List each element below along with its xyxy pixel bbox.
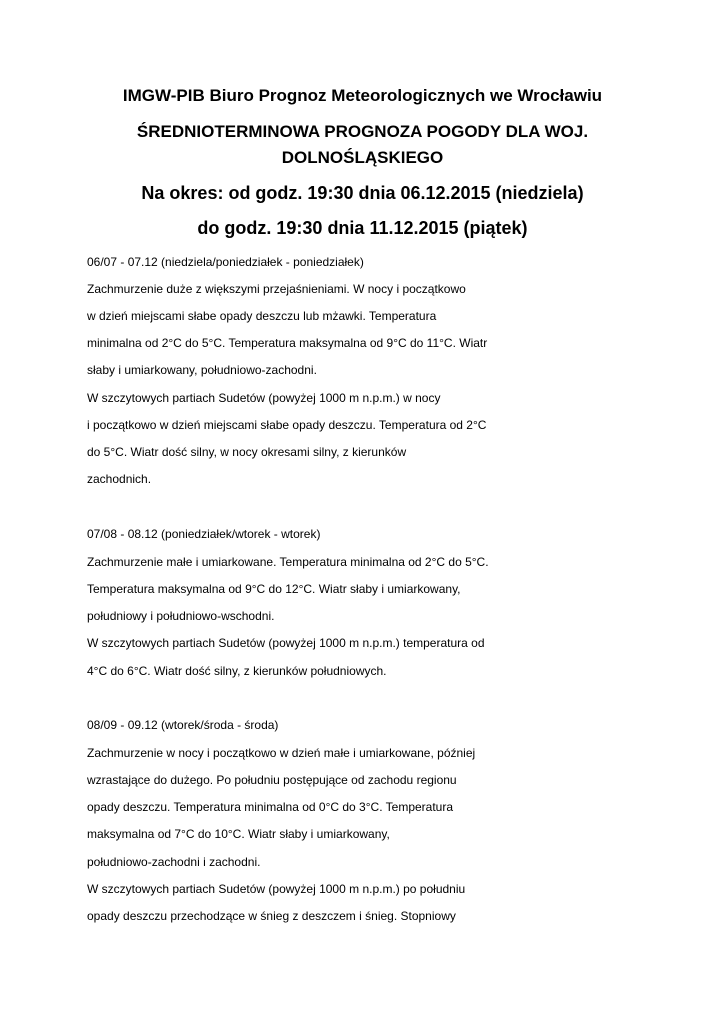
period-to: do godz. 19:30 dnia 11.12.2015 (piątek): [197, 218, 528, 238]
period-from: Na okres: od godz. 19:30 dnia 06.12.2015 (niedziela): [141, 183, 584, 203]
section-3-heading: 08/09 - 09.12 (wtorek/środa - środa): [87, 718, 279, 732]
section-3-line: Zachmurzenie w nocy i początkowo w dzień małe i umiarkowane, później: [87, 746, 476, 760]
section-1-line: minimalna od 2°C do 5°C. Temperatura maksymalna od 9°C do 11°C. Wiatr: [87, 336, 488, 350]
section-1-line: i początkowo w dzień miejscami słabe opady deszczu. Temperatura od 2°C: [87, 418, 487, 432]
section-2-heading: 07/08 - 08.12 (poniedziałek/wtorek - wtorek): [87, 527, 321, 541]
section-3-line: W szczytowych partiach Sudetów (powyżej 1000 m n.p.m.) po południu: [87, 882, 466, 896]
section-2-line: 4°C do 6°C. Wiatr dość silny, z kierunków południowych.: [87, 664, 387, 678]
section-3-line: opady deszczu. Temperatura minimalna od 0°C do 3°C. Temperatura: [87, 800, 454, 814]
section-2-line: Zachmurzenie małe i umiarkowane. Temperatura minimalna od 2°C do 5°C.: [87, 555, 489, 569]
section-3-line: maksymalna od 7°C do 10°C. Wiatr słaby i umiarkowany,: [87, 827, 390, 841]
institute-heading: IMGW-PIB Biuro Prognoz Meteorologicznych we Wrocławiu: [122, 86, 603, 105]
section-3-line: wzrastające do dużego. Po południu postępujące od zachodu regionu: [87, 773, 457, 787]
forecast-title-line-2: DOLNOŚLĄSKIEGO: [281, 148, 444, 167]
forecast-title-line-1: ŚREDNIOTERMINOWA PROGNOZA POGODY DLA WOJ.: [136, 122, 589, 141]
section-2-line: W szczytowych partiach Sudetów (powyżej 1000 m n.p.m.) temperatura od: [87, 636, 485, 650]
section-1-line: zachodnich.: [87, 472, 152, 486]
section-1-line: W szczytowych partiach Sudetów (powyżej 1000 m n.p.m.) w nocy: [87, 391, 441, 405]
section-1-line: do 5°C. Wiatr dość silny, w nocy okresami silny, z kierunków: [87, 445, 407, 459]
section-1-line: w dzień miejscami słabe opady deszczu lub mżawki. Temperatura: [87, 309, 437, 323]
section-2-line: Temperatura maksymalna od 9°C do 12°C. Wiatr słaby i umiarkowany,: [87, 582, 461, 596]
section-3-line: opady deszczu przechodzące w śnieg z deszczem i śnieg. Stopniowy: [87, 909, 456, 923]
section-1-heading: 06/07 - 07.12 (niedziela/poniedziałek - poniedziałek): [87, 255, 364, 269]
section-3-line: południowo-zachodni i zachodni.: [87, 855, 261, 869]
section-2-line: południowy i południowo-wschodni.: [87, 609, 275, 623]
section-1-line: słaby i umiarkowany, południowo-zachodni.: [87, 363, 317, 377]
section-1-line: Zachmurzenie duże z większymi przejaśnieniami. W nocy i początkowo: [87, 282, 466, 296]
